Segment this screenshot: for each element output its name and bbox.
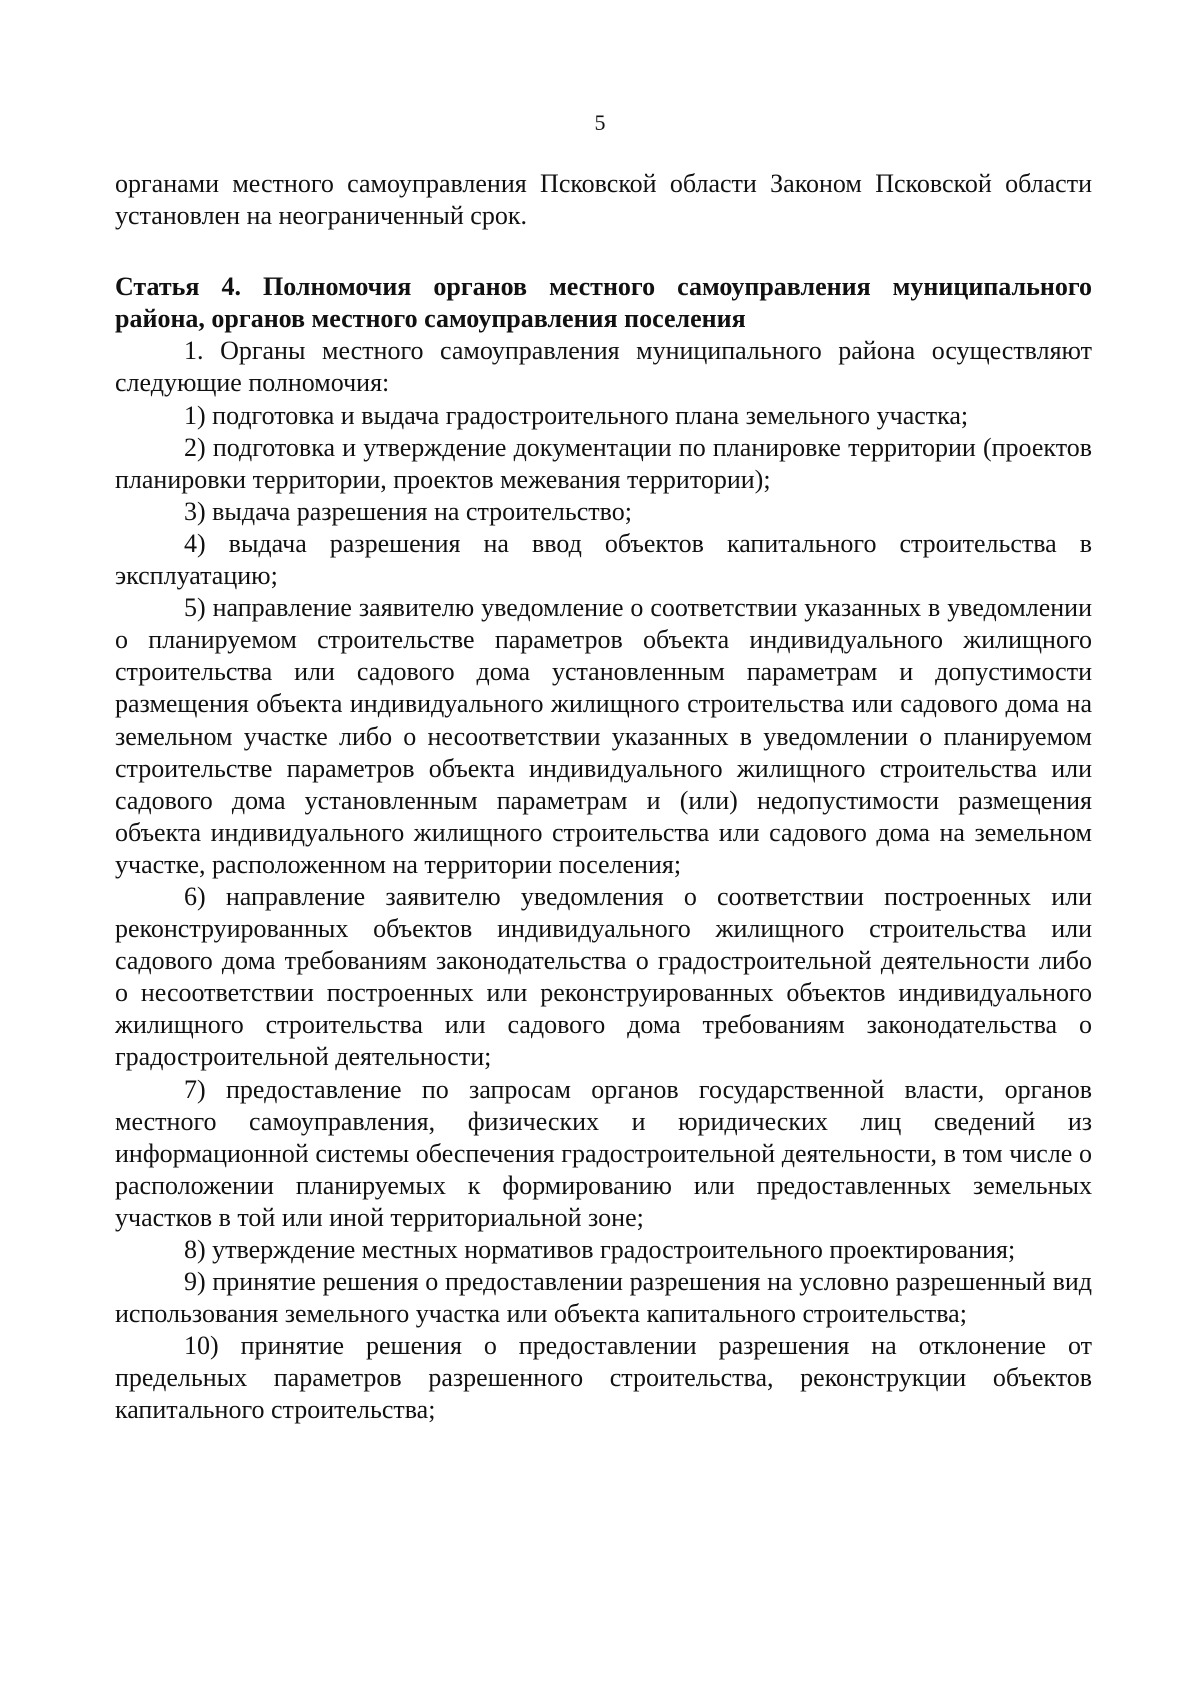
list-item-8: 8) утверждение местных нормативов градостроительного проектирования; (184, 1235, 1016, 1264)
list-item-6: 6) направление заявителю уведомления о соответствии построенных или реконструированных объектов индивидуального жилищного строительства или садового дома требованиям законодательства о градостроительной деятельности либо о несоответствии построенных или реконструированных объектов индивидуального жилищного строительства или садового дома требованиям законодательства о градостроительной деятельности; (115, 881, 1092, 1072)
document-body (115, 168, 1092, 1427)
intro-paragraph: органами местного самоуправления Псковской области Законом Псковской области установлен на неограниченный срок. (115, 169, 1092, 231)
page-number: 5 (594, 110, 606, 135)
list-item-1: 1) подготовка и выдача градостроительного плана земельного участка; (184, 400, 969, 430)
list-item-10: 10) принятие решения о предоставлении разрешения на отклонение от предельных параметров разрешенного строительства, реконструкции объектов капитального строительства; (115, 1331, 1092, 1425)
list-item-3: 3) выдача разрешения на строительство; (184, 496, 632, 526)
list-item-7: 7) предоставление по запросам органов государственной власти, органов местного самоуправления, физических и юридических лиц сведений из информационной системы обеспечения градостроительной деятельности, в том числе о расположении планируемых к формированию или предоставленных земельных участков в той или иной территориальной зоне; (115, 1074, 1092, 1232)
article-heading: Статья 4. Полномочия органов местного самоуправления муниципального района, органов местного самоуправления поселения (115, 272, 1092, 334)
list-item-5: 5) направление заявителю уведомление о соответствии указанных в уведомлении о планируемом строительстве параметров объекта индивидуального жилищного строительства или садового дома установленным параметрам и допустимости размещения объекта индивидуального жилищного строительства или садового дома на земельном участке либо о несоответствии указанных в уведомлении о планируемом строительстве параметров объекта индивидуального жилищного строительства или садового дома установленным параметрам и (или) недопустимости размещения объекта индивидуального жилищного строительства или садового дома на земельном участке, расположенном на территории поселения; (115, 593, 1092, 879)
list-item-4: 4) выдача разрешения на ввод объектов капитального строительства в эксплуатацию; (115, 528, 1092, 591)
list-item-2: 2) подготовка и утверждение документации по планировке территории (проектов планировки территории, проектов межевания территории); (115, 432, 1092, 494)
paragraph-item-1: 1. Органы местного самоуправления муниципального района осуществляют следующие полномочия: (115, 336, 1092, 398)
list-item-9: 9) принятие решения о предоставлении разрешения на условно разрешенный вид использования земельного участка или объекта капитального строительства; (115, 1267, 1092, 1329)
